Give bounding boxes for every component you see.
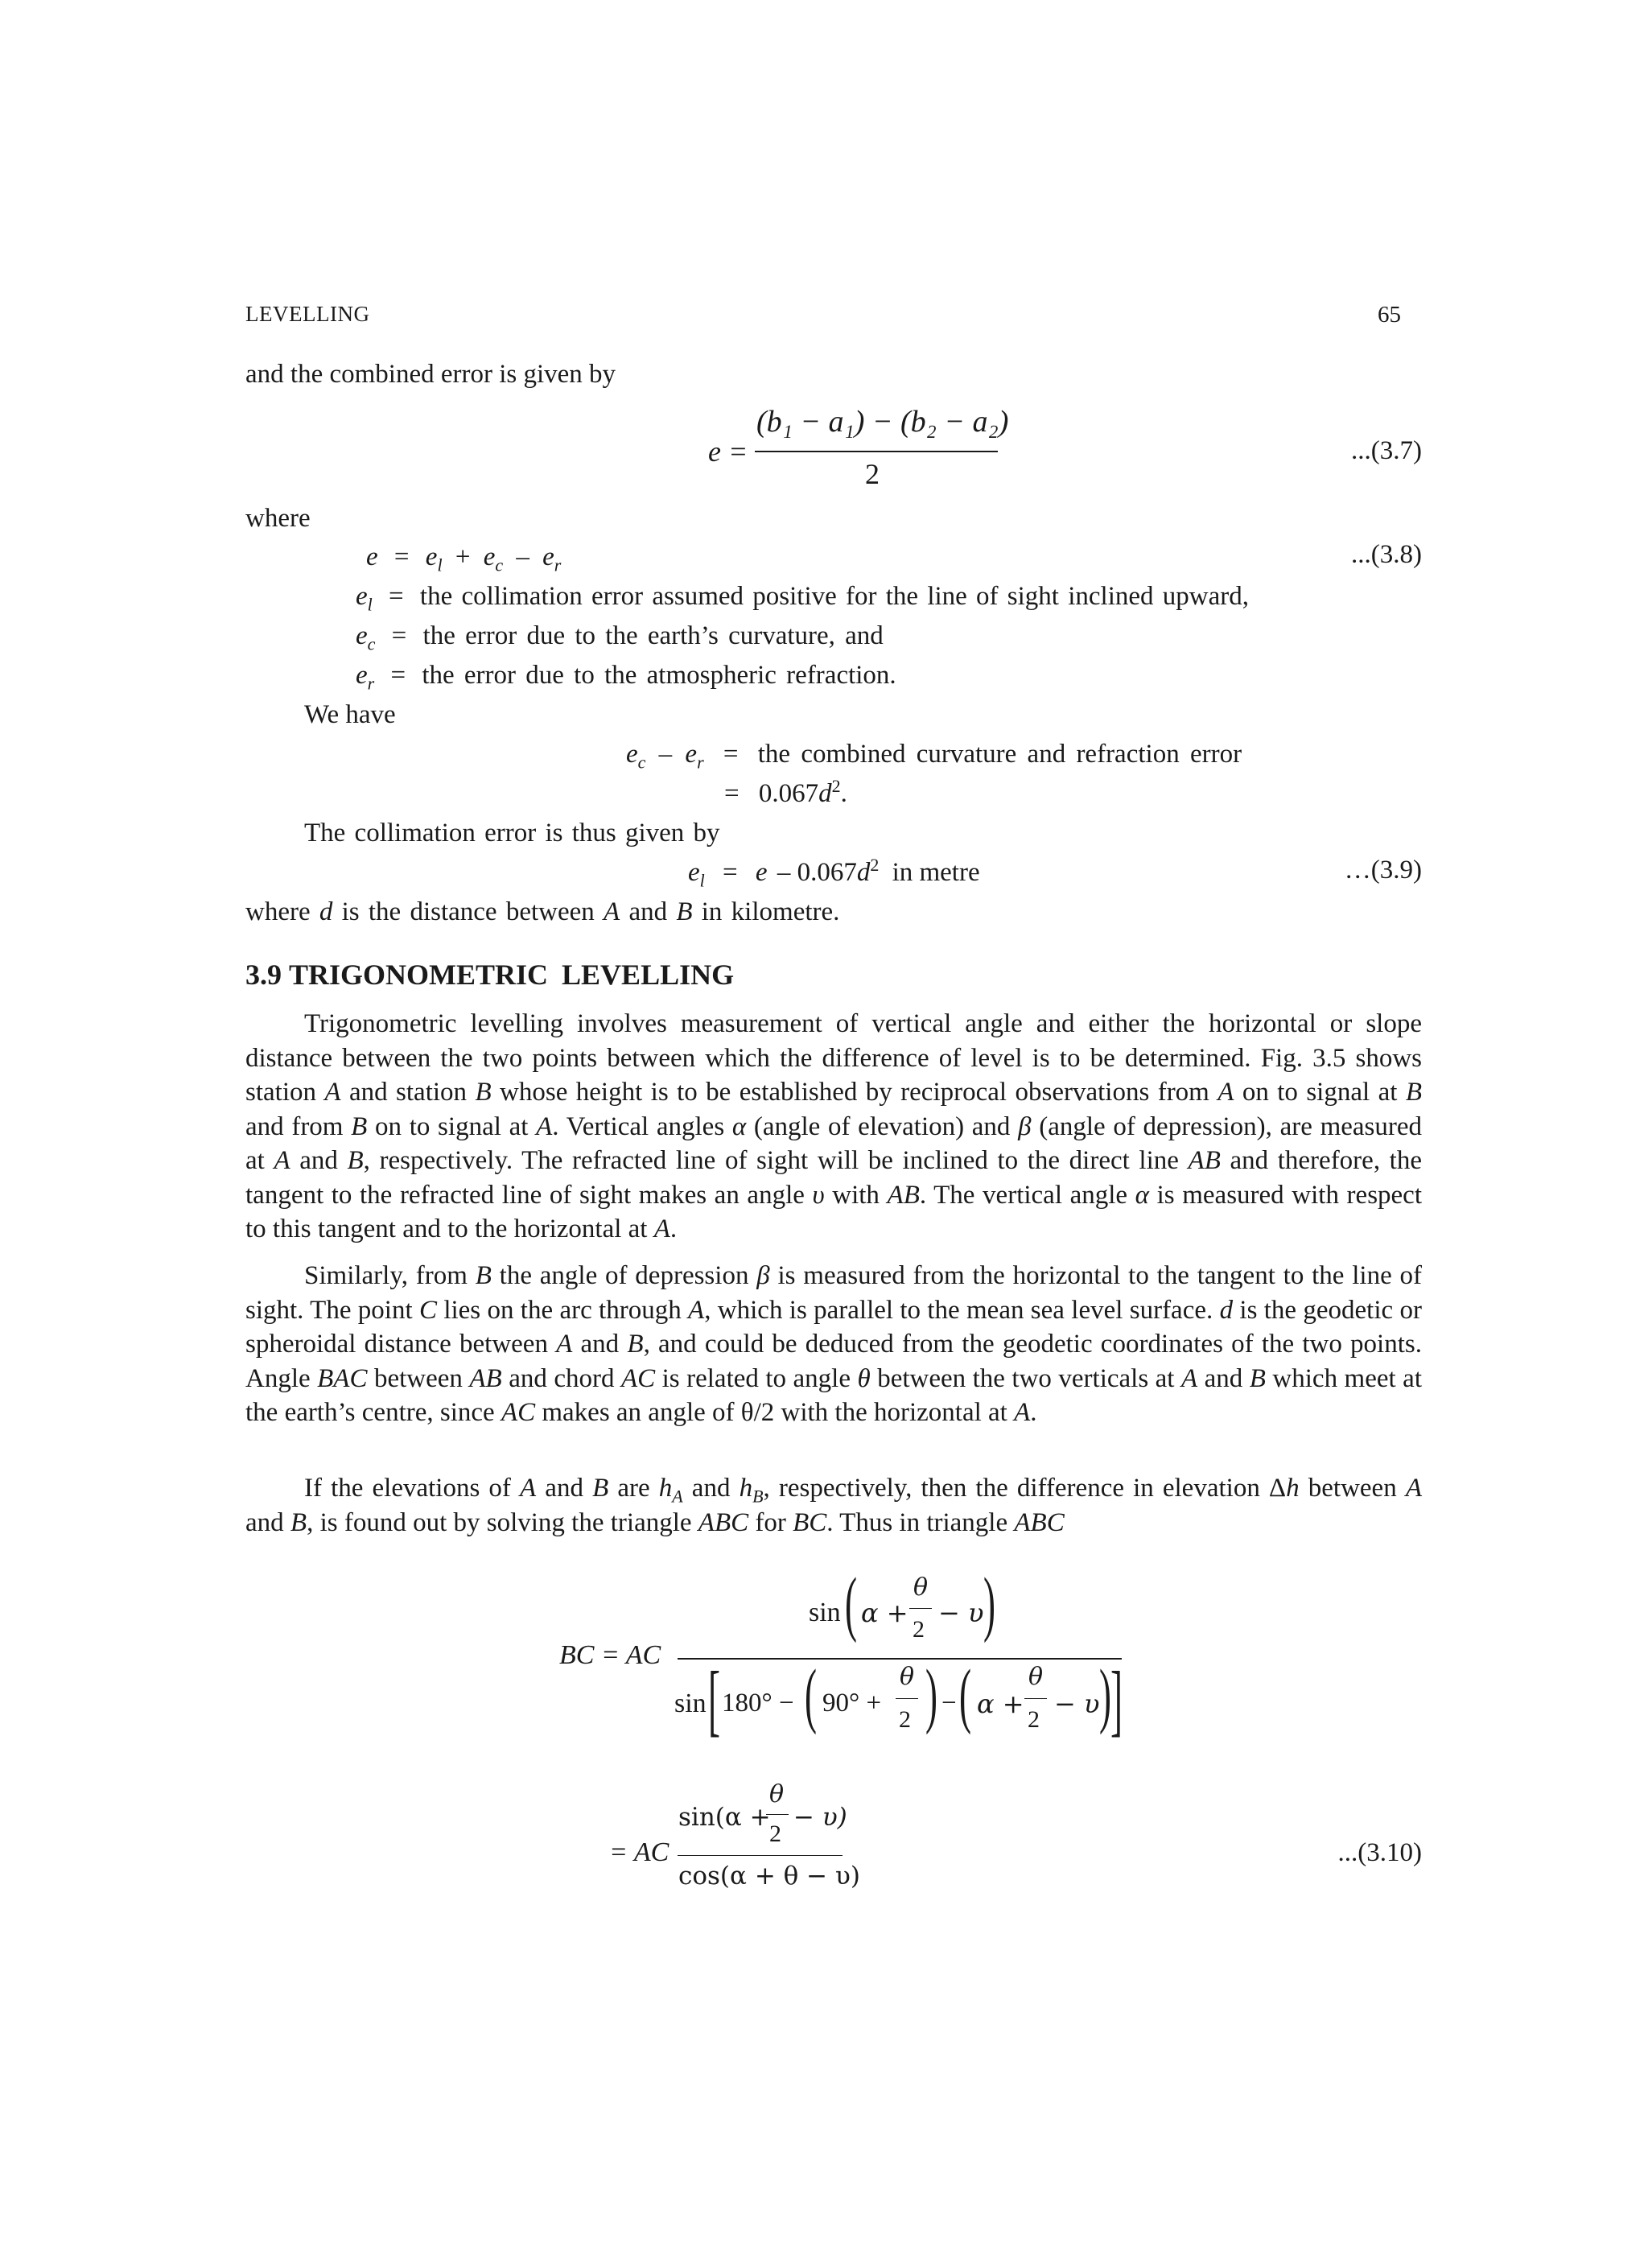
curvature-line-1 (626, 737, 1242, 771)
curvature-rhs-text: the combined curvature and refraction error (757, 740, 1242, 769)
definition-text: the error due to the earth’s curvature, and (422, 621, 884, 650)
text-run: and chord (501, 1363, 621, 1393)
eqbc-num-two: 2 (913, 1616, 925, 1643)
text-run: and therefore, the tangent to the refracted line of sight makes an angle (245, 1146, 1422, 1210)
text-run: on to signal at (367, 1111, 537, 1141)
italic-term: A (1014, 1398, 1031, 1427)
text-run: the angle of depression (491, 1261, 757, 1290)
term-sub: r (697, 752, 704, 773)
italic-term: B (627, 1330, 644, 1359)
running-header-title: LEVELLING (245, 302, 370, 326)
text-run: and (572, 1330, 628, 1359)
eqbc-den-paren2-right: ) (1099, 1656, 1111, 1735)
minus-sign: – (658, 740, 673, 769)
term: e (688, 858, 700, 887)
text-run: (angle of elevation) and (746, 1111, 1019, 1141)
eqbc-num-sin: sin (809, 1598, 841, 1627)
text-run: , is found out by solving the triangle (307, 1507, 698, 1537)
eq310-denominator: cos(α + θ − υ) (678, 1862, 860, 1891)
italic-term: BAC (317, 1363, 368, 1393)
text-run: . The vertical angle (919, 1180, 1135, 1210)
italic-term: ABC (1014, 1507, 1065, 1537)
text-run: and (245, 1507, 290, 1537)
italic-term: A (1217, 1078, 1234, 1107)
definition-symbol: e (356, 582, 368, 611)
text-run: , respectively, then the difference in elevation Δ (763, 1474, 1287, 1503)
italic-term: B (475, 1261, 492, 1290)
definition-sub: l (367, 594, 373, 615)
italic-term: B (290, 1507, 307, 1537)
eq37-denominator: 2 (865, 458, 880, 490)
text-run: is measured with respect to this tangent and to the horizontal at (245, 1180, 1422, 1243)
eqbc-den-two2: 2 (1028, 1706, 1040, 1733)
minus-sign: – (516, 542, 529, 571)
italic-term: A (274, 1146, 290, 1175)
text-run: . (670, 1214, 678, 1243)
equals-sign: = (391, 621, 407, 650)
italic-term: h (658, 1474, 673, 1503)
text-run: which meet at the earth’s centre, since (245, 1363, 1422, 1427)
eqbc-den-alpha: α + (977, 1689, 1024, 1719)
paragraph-2 (245, 1259, 1422, 1430)
eqbc-num-tail: − υ (938, 1598, 984, 1628)
italic-term: A (653, 1214, 670, 1243)
italic-term: A (324, 1078, 341, 1107)
eqbc-den-tail: − υ (1054, 1689, 1100, 1719)
italic-term: h (739, 1474, 753, 1503)
text-run: between the two verticals at (870, 1363, 1181, 1393)
term: e (626, 740, 638, 769)
italic-term: B (1405, 1078, 1422, 1107)
eq38-number: ...(3.8) (1351, 540, 1422, 569)
italic-term: A (1180, 1363, 1198, 1393)
text-run: makes an angle of θ/2 with the horizontal at (535, 1398, 1015, 1427)
text-run: , and could be deduced from the geodetic coordinates of the two points. Angle (245, 1330, 1422, 1393)
italic-term: B (592, 1474, 609, 1503)
point-b: B (676, 897, 693, 926)
eq310-num-theta: θ (769, 1780, 785, 1808)
italic-term: BC (793, 1507, 827, 1537)
italic-term: C (418, 1295, 437, 1325)
eq37-lhs: e = (708, 435, 748, 468)
text-run: are (608, 1474, 659, 1503)
italic-term: υ (812, 1180, 825, 1210)
term-sub: r (554, 555, 562, 575)
curvature-line-2 (724, 777, 847, 810)
term: e (542, 542, 554, 571)
text-run: for (748, 1507, 793, 1537)
text-run: Trigonometric levelling involves measurement of vertical angle and either the horizontal or slope distance between the two points between which the difference of level is to be determined. Fig. 3.5 shows station (245, 1009, 1422, 1107)
text-run: and station (340, 1078, 476, 1107)
definition-row (356, 619, 884, 653)
italic-term: α (1135, 1180, 1149, 1210)
point-a: A (604, 897, 620, 926)
eqbc-num-alpha: α + (861, 1598, 908, 1628)
italic-term: A (688, 1295, 705, 1325)
term-sub: l (699, 870, 705, 891)
term: e (685, 740, 698, 769)
text-run: If the elevations of (304, 1474, 521, 1503)
where-label: where (245, 504, 311, 533)
text-run: whose height is to be established by reciprocal observations from (491, 1078, 1218, 1107)
exponent: 2 (870, 855, 880, 875)
equals-sign: = (393, 542, 410, 571)
term-sub: l (437, 555, 443, 575)
definition-text: the collimation error assumed positive for the line of sight inclined upward, (419, 582, 1249, 611)
text-run: and from (245, 1111, 352, 1141)
italic-term: A (1405, 1474, 1422, 1503)
subscript: A (672, 1486, 683, 1507)
text-run: Similarly, from (304, 1261, 476, 1290)
italic-term: α (731, 1111, 747, 1141)
coefficient: 0.067 (758, 779, 819, 808)
eqbc-den-180: 180° − (722, 1689, 794, 1717)
term: e (425, 542, 438, 571)
period: . (840, 779, 847, 808)
eq39-number: …(3.9) (1344, 856, 1422, 885)
definition-symbol: e (366, 542, 378, 571)
italic-term: β (1018, 1111, 1032, 1141)
variable-d: d (856, 858, 871, 887)
text-run: . (1030, 1398, 1037, 1427)
text-run: , respectively. The refracted line of sight will be inclined to the direct line (363, 1146, 1189, 1175)
text-run: is related to angle (655, 1363, 858, 1393)
definition-row (356, 579, 1249, 613)
eq310-num-sin: sin(α + (678, 1803, 771, 1832)
italic-term: β (756, 1261, 770, 1290)
eqbc-den-minus: − (941, 1689, 957, 1717)
text-run: . Thus in triangle (826, 1507, 1015, 1537)
definition-row (366, 540, 561, 574)
term: e (755, 858, 768, 887)
unit-text: in metre (892, 858, 980, 887)
text-run: and (290, 1146, 348, 1175)
plus-sign: + (455, 542, 471, 571)
text: is the distance between (341, 897, 595, 926)
eqbc-den-paren2-left: ( (959, 1656, 971, 1735)
eq310-lhs: = AC (609, 1837, 670, 1867)
eq310-number: ...(3.10) (1337, 1838, 1422, 1867)
text-run: and (1197, 1363, 1250, 1393)
equals-sign: = (390, 661, 406, 690)
italic-term: AB (887, 1180, 920, 1210)
eqbc-den-paren1-right: ) (925, 1656, 937, 1735)
text: in kilometre. (701, 897, 840, 926)
section-heading (245, 958, 734, 992)
text-run: between (367, 1363, 470, 1393)
italic-term: h (1286, 1474, 1300, 1503)
equals-sign: = (723, 858, 738, 887)
eqbc-fraction-bar (678, 1658, 1122, 1660)
italic-term: AB (1188, 1146, 1221, 1175)
eqbc-num-theta: θ (913, 1573, 929, 1602)
text-run: and (536, 1474, 593, 1503)
eq310-num-theta-bar (766, 1814, 789, 1815)
italic-term: d (1219, 1295, 1234, 1325)
where-word: where (245, 897, 311, 926)
definition-symbol: e (356, 661, 368, 690)
eqbc-den-theta-bar (896, 1698, 918, 1699)
text-run: is the geodetic or spheroidal distance between (245, 1295, 1422, 1359)
equation-3-9 (688, 856, 980, 889)
italic-term: B (347, 1146, 364, 1175)
page-number: 65 (1378, 302, 1401, 328)
definition-symbol: e (356, 621, 368, 650)
term-sub: c (637, 752, 646, 773)
collimation-line: The collimation error is thus given by (304, 819, 720, 847)
text-run: is measured from the horizontal to the tangent to the line of sight. The point (245, 1261, 1423, 1325)
text-run: and (682, 1474, 740, 1503)
equals-sign: = (724, 779, 740, 808)
section-title: TRIGONOMETRIC LEVELLING (289, 959, 735, 991)
definition-row (356, 658, 896, 692)
italic-term: ABC (698, 1507, 749, 1537)
eqbc-den-theta: θ (900, 1663, 915, 1691)
eq37-fraction-bar (755, 451, 998, 452)
term-sub: c (495, 555, 504, 575)
italic-term: AC (620, 1363, 656, 1393)
text-run: with (824, 1180, 888, 1210)
eqbc-den-two: 2 (899, 1706, 911, 1733)
eqbc-den-bracket-left: [ (708, 1655, 720, 1744)
eqbc-num-paren-right: ) (983, 1564, 995, 1643)
eq310-num-tail: − υ) (793, 1803, 847, 1832)
eq310-num-two: 2 (769, 1821, 781, 1847)
italic-term: A (536, 1111, 553, 1141)
italic-term: A (556, 1330, 573, 1359)
eqbc-den-paren1-left: ( (805, 1656, 817, 1735)
eq37-numerator: (b₁ − a₁) − (b₂ − a₂) (756, 405, 1009, 439)
text-run: , which is parallel to the mean sea level surface. (704, 1295, 1220, 1325)
italic-term: AB (469, 1363, 502, 1393)
eqbc-den-theta2-bar (1024, 1698, 1047, 1699)
eqbc-num-paren-left: ( (845, 1564, 857, 1643)
where-d-line (245, 895, 839, 929)
eq37-number: ...(3.7) (1351, 436, 1422, 465)
eqbc-den-bracket-right: ] (1110, 1655, 1123, 1744)
we-have-label: We have (304, 700, 396, 729)
equals-sign: = (389, 582, 404, 611)
eqbc-den-sin: sin (674, 1689, 707, 1718)
definition-text: the error due to the atmospheric refraction. (422, 661, 896, 690)
term: e (483, 542, 496, 571)
text-run: lies on the arc through (436, 1295, 689, 1325)
paragraph-3 (245, 1471, 1422, 1540)
eqbc-lhs: BC = AC (559, 1640, 661, 1670)
italic-term: B (475, 1078, 492, 1107)
definition-sub: c (367, 633, 376, 654)
italic-term: AC (501, 1398, 536, 1427)
variable-d: d (818, 779, 832, 808)
italic-term: A (520, 1474, 537, 1503)
text-run: on to signal at (1234, 1078, 1406, 1107)
exponent: 2 (831, 776, 841, 796)
section-number: 3.9 (245, 959, 282, 991)
italic-term: θ (857, 1363, 871, 1393)
definition-sub: r (367, 673, 375, 694)
variable-d: d (319, 897, 333, 926)
italic-term: B (1249, 1363, 1266, 1393)
eqbc-num-theta-bar (909, 1608, 932, 1609)
paragraph-1 (245, 1007, 1422, 1247)
italic-term: B (351, 1111, 368, 1141)
text: and (628, 897, 668, 926)
equals-sign: = (723, 740, 739, 769)
eq310-fraction-bar (678, 1855, 843, 1856)
text-run: . Vertical angles (552, 1111, 732, 1141)
text-run: between (1299, 1474, 1406, 1503)
intro-line: and the combined error is given by (245, 360, 616, 389)
subscript: B (752, 1486, 764, 1507)
text-run: (angle of depression), are measured at (245, 1111, 1423, 1175)
eqbc-den-theta2: θ (1028, 1663, 1044, 1691)
eqbc-den-90: 90° + (822, 1689, 882, 1717)
coefficient: – 0.067 (777, 858, 857, 887)
